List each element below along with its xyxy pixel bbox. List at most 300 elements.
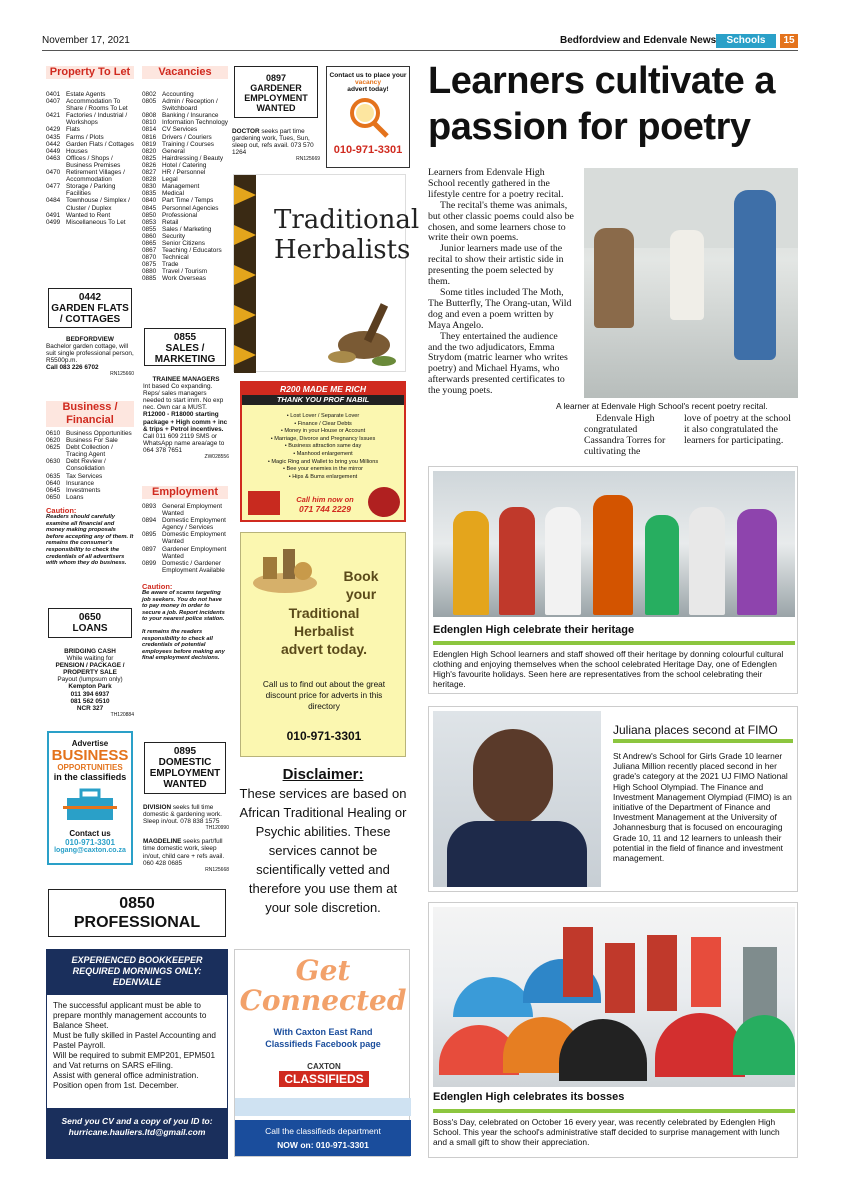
category-label: Garden Flats / Cottages: [66, 140, 134, 148]
poetry-paragraph: Learners from Edenvale High School recently gathered in the lifestyle centre for a poetry recital.: [428, 167, 564, 200]
category-code: 0816: [142, 133, 157, 141]
category-label: Storage / Parking Facilities: [66, 183, 116, 198]
category-list-item: [142, 240, 228, 247]
bookkeeper-line: Must be fully skilled in Pastel Accounting and Pastel Payroll.: [53, 1031, 216, 1050]
category-code: 0819: [142, 140, 157, 148]
category-code: 0805: [142, 98, 157, 106]
get-connected-ad: [234, 949, 410, 1157]
category-code: 0401: [46, 91, 61, 98]
gardener-ad-head: DOCTOR: [232, 128, 260, 135]
category-label: Debt Review / Consolidation: [66, 458, 106, 473]
employment-title: Employment: [142, 486, 228, 499]
employment-caution-1: Be aware of scams targeting job seekers. You do not have to pay money in order to secure a job. Report incidents to your nearest police station.: [142, 590, 225, 623]
garden-ad-head: BEDFORDVIEW: [66, 336, 114, 343]
category-code: 0499: [46, 218, 61, 226]
bookkeeper-line: Will be required to submit EMP201, EPM501 and Vat returns on SARS eFiling.: [53, 1051, 216, 1070]
category-code: 0814: [142, 126, 157, 134]
red-umbrella-2: [655, 1013, 745, 1077]
category-label: Domestic / Gardener Employment Available: [162, 559, 225, 574]
property-title: Property To Let: [46, 66, 134, 79]
gardener-ad: [232, 128, 320, 163]
category-code: 0893: [142, 503, 157, 510]
category-list-item: [142, 531, 228, 545]
category-code: 0470: [46, 169, 61, 177]
property-list: [46, 91, 134, 226]
loans-ad-l1: While waiting for: [66, 655, 114, 663]
domestic-ad-1-ref: TH120990: [205, 825, 229, 832]
biz-ad-l4: in the classifieds: [53, 772, 127, 782]
contact-ad-l3: advert today!: [347, 86, 389, 93]
property-section: [46, 66, 134, 226]
category-label: Management: [162, 183, 200, 191]
loans-ad-l7: NCR 327: [76, 704, 104, 712]
learner-figure-4: [593, 495, 633, 615]
professional-category: 0850 PROFESSIONAL: [48, 889, 226, 937]
category-list-item: [142, 503, 228, 517]
bosses-photo: [433, 907, 795, 1087]
category-label: Flats: [66, 126, 80, 134]
fimo-article: [428, 706, 798, 892]
poetry-paragraph: The recital's theme was animals, but other classic poems could also be chosen, and some learners chose to write their own poems.: [428, 199, 574, 244]
category-label: Business Opportunities: [66, 430, 132, 437]
category-list-item: [46, 437, 134, 444]
employment-caution-2: It remains the readers responsibility to check all credentials of potential employees before making any final employment decisions.: [142, 629, 225, 662]
nabil-list-item: • Marriage, Divorce and Pregnancy Issues: [270, 435, 376, 442]
staff-figure-1: [563, 927, 593, 997]
category-code: 0828: [142, 176, 157, 184]
ring-image: [368, 487, 400, 517]
sales-marketing-category: 0855 SALES / MARKETING: [144, 328, 226, 366]
book-l1: Book: [343, 568, 379, 584]
poetry-paragraph: Some titles included The Moth, The Butterfly, The Orang-utan, Wild dog and even a poem written by Maya Angelo.: [428, 286, 572, 331]
category-label: Retirement Villages / Accommodation: [66, 169, 125, 184]
connected-l2: Connected: [239, 984, 407, 1017]
category-code: 0835: [142, 190, 157, 198]
category-list-item: [46, 148, 134, 155]
category-code: 0830: [142, 183, 157, 191]
category-code: 0421: [46, 112, 61, 120]
category-label: Work Overseas: [162, 275, 206, 283]
domestic-ad-2-ref: RN125668: [205, 866, 229, 873]
category-list-item: [46, 494, 134, 501]
nabil-list-item: • Lost Lover / Separate Lover: [286, 413, 360, 419]
category-code: 0855: [142, 225, 157, 233]
category-code: 0894: [142, 517, 157, 525]
category-list-item: [142, 268, 228, 275]
business-opportunities-ad: [47, 731, 133, 865]
category-list-item: [46, 112, 134, 126]
category-list-item: [46, 430, 134, 437]
nabil-list-item: • Business attraction same day: [284, 443, 362, 450]
category-list-item: [142, 134, 228, 141]
category-label: Factories / Industrial / Workshops: [66, 112, 128, 127]
category-label: Wanted to Rent: [66, 211, 111, 219]
bookkeeper-ad: [46, 949, 228, 1159]
bosses-title: Edenglen High celebrates its bosses: [433, 1091, 625, 1103]
gardener-ad-ref: RN125669: [296, 156, 320, 163]
book-l4: Herbalist: [294, 623, 354, 639]
book-l3-5: [245, 604, 403, 658]
category-code: 0610: [46, 430, 61, 437]
category-label: Information Technology: [162, 119, 228, 127]
herbalists-title: [274, 205, 420, 265]
category-list-item: [46, 197, 134, 211]
disclaimer: [238, 766, 408, 917]
herbalists-l2: Herbalists: [274, 235, 411, 265]
loans-ad-l6: 081 562 0510: [70, 697, 110, 705]
domestic-ads: [143, 804, 229, 874]
category-label: General Employment Wanted: [162, 503, 223, 518]
category-list-item: [142, 141, 228, 148]
category-label: CV Services: [162, 126, 198, 134]
contact-ad-l1: Contact us to place your: [329, 72, 407, 79]
book-l2: your: [345, 586, 377, 602]
learner-figure-7: [737, 509, 777, 615]
category-list-item: [142, 126, 228, 133]
loans-ad-head: BRIDGING CASH: [64, 648, 116, 655]
sales-ad-t3: Call 011 609 2119 SMS or WhatsApp name area/age to 064 378 7651: [143, 432, 225, 454]
nabil-call-label: Call him now on: [296, 495, 354, 504]
biz-ad-l3: OPPORTUNITIES: [57, 763, 123, 772]
category-label: Offices / Shops / Business Premises: [66, 154, 121, 169]
garden-ad-text: Bachelor garden cottage, will suit single professional person, R5500p.m.: [46, 343, 134, 365]
category-label: Medical: [162, 190, 185, 198]
nabil-phone: 071 744 2229: [299, 504, 351, 514]
blazer-figure: [447, 821, 587, 887]
connected-l3: With Caxton East Rand: [273, 1027, 373, 1037]
category-label: Houses: [66, 147, 88, 155]
category-code: 0635: [46, 472, 61, 480]
garden-flat-ad: [46, 336, 134, 379]
contact-ad-phone: 010-971-3301: [333, 144, 403, 156]
category-label: Admin / Reception / Switchboard: [162, 98, 218, 113]
category-label: Estate Agents: [66, 91, 106, 98]
book-phone: 010-971-3301: [286, 729, 362, 743]
magnifier-mascot-icon: [343, 93, 393, 139]
bosses-text: Boss's Day, celebrated on October 16 every year, was recently celebrated by Edenglen High School. This year the school's administrative staff decided to surprise management with lunch and a small gift to show their appreciation.: [433, 1117, 780, 1147]
category-list-item: [46, 458, 134, 472]
caxton-brand: CAXTON: [307, 1062, 341, 1071]
category-list-item: [142, 98, 228, 112]
garden-ad-call: Call 083 226 6702: [46, 364, 99, 372]
nabil-list-item: • Finance / Clear Debts: [294, 420, 352, 427]
category-list-item: [142, 233, 228, 240]
face-figure: [473, 729, 553, 825]
category-code: 0407: [46, 98, 61, 106]
connected-l1: Get: [295, 954, 351, 987]
category-code: 0620: [46, 437, 61, 445]
category-list-item: [142, 205, 228, 212]
category-list-item: [46, 134, 134, 141]
category-code: 0625: [46, 444, 61, 452]
vacancies-list: [142, 91, 228, 283]
category-list-item: [46, 91, 134, 98]
category-label: Personnel Agencies: [162, 204, 219, 212]
category-label: Debt Collection / Tracing Agent: [66, 444, 113, 459]
category-code: 0435: [46, 133, 61, 141]
category-label: Legal: [162, 176, 178, 184]
category-list-item: [142, 546, 228, 560]
category-list-item: [142, 219, 228, 226]
category-label: Part Time / Temps: [162, 197, 214, 205]
nabil-list-item: • Manhood enlargement: [293, 450, 353, 457]
book-l5: advert today.: [280, 641, 368, 657]
connected-l4: Classifieds Facebook page: [265, 1039, 381, 1049]
loans-category: 0650 LOANS: [48, 608, 132, 638]
category-label: Townhouse / Simplex / Cluster / Duplex: [66, 197, 130, 212]
category-label: Technical: [162, 254, 189, 262]
category-label: General: [162, 147, 185, 155]
category-list-item: [142, 197, 228, 204]
category-code: 0477: [46, 183, 61, 191]
nabil-list-item: • Magic Ring and Wallet to bring you Millions: [267, 458, 379, 465]
disclaimer-text: These services are based on African Traditional Healing or Psychic abilities. These services cannot be scientifically vetted and therefore you use them at your sole discretion.: [239, 786, 407, 915]
nabil-list: [242, 413, 404, 481]
category-code: 0645: [46, 486, 61, 494]
poetry-article-col1: [428, 168, 574, 397]
garden-flats-category: 0442 GARDEN FLATS / COTTAGES: [48, 288, 132, 328]
biz-ad-phone: 010-971-3301: [65, 838, 115, 847]
contact-vacancy-ad: [326, 66, 410, 168]
category-code: 0853: [142, 218, 157, 226]
category-list-item: [46, 473, 134, 480]
page-number: 15: [780, 34, 798, 48]
category-label: Miscellaneous To Let: [66, 218, 126, 226]
category-label: Trade: [162, 261, 179, 269]
category-code: 0860: [142, 232, 157, 240]
bosses-title-bar: [433, 1109, 795, 1113]
category-label: Investments: [66, 486, 101, 494]
loans-ad: [46, 648, 134, 719]
loans-ad-l5: 011 394 6937: [70, 690, 110, 698]
standing-learner-figure: [734, 190, 776, 360]
bookkeeper-body: [47, 995, 227, 1097]
category-list-item: [46, 169, 134, 183]
category-code: 0442: [46, 140, 61, 148]
category-list-item: [46, 212, 134, 219]
book-l1-2: [321, 567, 401, 603]
category-code: 0808: [142, 112, 157, 120]
category-code: 0650: [46, 493, 61, 501]
category-label: HR / Personnel: [162, 169, 206, 177]
fimo-title-bar: [613, 739, 793, 743]
category-code: 0463: [46, 154, 61, 162]
category-list-item: [142, 560, 228, 574]
category-label: Drivers / Couriers: [162, 133, 212, 141]
money-image: [248, 491, 280, 515]
category-label: Domestic Employment Wanted: [162, 531, 226, 546]
domestic-ad-1-text: seeks full time domestic & gardening work. Sleep in/out. 078 838 1575: [143, 804, 222, 826]
disclaimer-title: Disclaimer:: [282, 766, 364, 783]
vacancies-section: [142, 66, 228, 283]
category-list-item: [46, 126, 134, 133]
category-list-item: [142, 148, 228, 155]
bookkeeper-email: hurricane.hauliers.ltd@gmail.com: [68, 1127, 206, 1137]
employment-list: [142, 503, 228, 574]
category-label: Insurance: [66, 479, 95, 487]
category-list-item: [142, 169, 228, 176]
vacancies-title: Vacancies: [142, 66, 228, 79]
category-code: 0865: [142, 239, 157, 247]
prof-nabil-ad: [240, 381, 406, 522]
loans-ad-l2: PENSION / PACKAGE / PROPERTY SALE: [55, 662, 125, 677]
poetry-headline: Learners cultivate a passion for poetry: [428, 60, 775, 148]
issue-date: November 17, 2021: [42, 35, 130, 46]
category-list-item: [142, 226, 228, 233]
category-code: 0895: [142, 531, 157, 539]
category-code: 0899: [142, 559, 157, 567]
nabil-list-item: • Bee your enemies in the mirror: [283, 466, 363, 473]
poetry-article-col2: Edenvale High congratulated Cassandra Torres for cultivating the: [584, 413, 666, 457]
employment-caution-title: Caution:: [142, 581, 173, 591]
category-label: Tax Services: [66, 472, 103, 480]
category-code: 0875: [142, 261, 157, 269]
category-code: 0826: [142, 161, 157, 169]
section-badge: Schools: [716, 34, 776, 48]
nabil-call: [282, 495, 368, 514]
category-code: 0845: [142, 204, 157, 212]
header-rule: [42, 50, 798, 51]
contact-ad-l2: vacancy: [354, 79, 382, 86]
biz-ad-email: logang@caxton.co.za: [54, 847, 126, 854]
nabil-sub: THANK YOU PROF NABIL: [242, 395, 404, 405]
traditional-herbalists-ad: [233, 174, 420, 372]
connected-headline: [235, 956, 411, 1016]
category-list-item: [46, 219, 134, 226]
category-list-item: [46, 155, 134, 169]
category-list-item: [142, 247, 228, 254]
staff-figure-2: [605, 943, 635, 1013]
category-label: Gardener Employment Wanted: [162, 545, 227, 560]
caxton-logo: [279, 1062, 369, 1087]
business-caution-title: Caution:: [46, 505, 77, 515]
mortar-pestle-icon: [324, 295, 404, 370]
sales-ad-t2: R12000 - R18000 starting package + High comm + inc & trips + Petrol incentives.: [143, 411, 228, 433]
category-list-item: [46, 98, 134, 112]
category-list-item: [142, 254, 228, 261]
herbs-jars-icon: [249, 543, 321, 595]
tribal-border-left-icon: [234, 175, 256, 373]
book-herbalist-ad: [240, 532, 406, 757]
category-code: 0802: [142, 91, 157, 98]
category-code: 0484: [46, 197, 61, 205]
nabil-list-item: • Money in your House or Account: [280, 428, 366, 435]
poetry-article-col3: love of poetry at the school it also congratulated the learners for participating.: [684, 413, 791, 446]
category-code: 0840: [142, 197, 157, 205]
employment-section: [142, 486, 228, 662]
business-section: [46, 401, 134, 567]
loans-ad-l3: Payout (lumpsum only): [57, 676, 123, 684]
book-text: Call us to find out about the great discount price for adverts in this directory: [262, 679, 386, 711]
sales-ad: [143, 376, 229, 461]
category-label: Business For Sale: [66, 437, 118, 445]
category-list-item: [142, 190, 228, 197]
category-label: Senior Citizens: [162, 239, 205, 247]
category-list-item: [142, 183, 228, 190]
category-label: Retail: [162, 218, 179, 226]
business-caution: Readers should carefully examine all financial and money making proposals before accepting any of them. It remains the consumer's responsibility to check the credentials of all advertisers with whom they do business.: [46, 514, 134, 567]
category-code: 0449: [46, 147, 61, 155]
category-code: 0867: [142, 247, 157, 255]
category-code: 0885: [142, 275, 157, 283]
category-code: 0825: [142, 154, 157, 162]
category-code: 0870: [142, 254, 157, 262]
toolbox-icon: [55, 784, 125, 824]
category-label: Travel / Tourism: [162, 268, 208, 276]
poetry-recital-photo: [584, 168, 798, 398]
domestic-ad-2-head: MAGDELINE: [143, 838, 182, 846]
heritage-title-bar: [433, 641, 795, 645]
domestic-ad-2: [143, 838, 229, 866]
business-list: [46, 430, 134, 501]
heritage-article: [428, 466, 798, 694]
category-code: 0630: [46, 458, 61, 466]
blue-umbrella-1: [453, 977, 533, 1017]
category-label: Training / Courses: [162, 140, 214, 148]
category-list-item: [142, 517, 228, 531]
category-code: 0820: [142, 147, 157, 155]
business-title: Business / Financial: [46, 401, 134, 427]
sales-ad-t1: Int based Co expanding. Reps/ sales managers needed to start imm. No exp nec. Own car a MUST.: [143, 383, 224, 412]
classifieds-brand: CLASSIFIEDS: [279, 1071, 369, 1087]
poetry-caption: A learner at Edenvale High School's recent poetry recital.: [556, 401, 768, 411]
category-list-item: [46, 444, 134, 458]
category-list-item: [142, 176, 228, 183]
bookkeeper-title: EXPERIENCED BOOKKEEPER REQUIRED MORNINGS ONLY: EDENVALE: [47, 950, 227, 995]
category-list-item: [142, 155, 228, 162]
category-list-item: [46, 480, 134, 487]
learner-figure-5: [645, 515, 679, 615]
loans-ad-l4: Kempton Park: [68, 683, 112, 691]
connected-hands-strip: [235, 1098, 411, 1116]
category-list-item: [46, 183, 134, 197]
category-list-item: [142, 162, 228, 169]
category-list-item: [46, 487, 134, 494]
biz-ad-l1: Advertise: [71, 739, 109, 748]
connected-phone: on: 010-971-3301: [297, 1140, 369, 1150]
category-label: Farms / Plots: [66, 133, 104, 141]
category-label: Accounting: [162, 91, 194, 98]
domestic-category: 0895 DOMESTIC EMPLOYMENT WANTED: [144, 742, 226, 794]
category-code: 0491: [46, 211, 61, 219]
bookkeeper-footer: [47, 1108, 227, 1158]
learner-figure-2: [499, 507, 535, 615]
book-l3: Traditional: [288, 605, 360, 621]
black-umbrella: [559, 1019, 647, 1081]
category-label: Loans: [66, 493, 84, 501]
paper-name: Bedfordview and Edenvale News: [560, 35, 717, 46]
category-code: 0897: [142, 545, 157, 553]
category-label: Security: [162, 232, 186, 240]
category-list-item: [142, 112, 228, 119]
category-label: Hairdressing / Beauty: [162, 154, 224, 162]
bookkeeper-line: Assist with general office administration.: [53, 1071, 199, 1080]
category-code: 0827: [142, 169, 157, 177]
herbalists-l1: Traditional: [274, 205, 420, 235]
domestic-ad-2-text: seeks part/full time domestic work, sleep in/out, child care + refs avail. 060 428 0685: [143, 838, 225, 867]
heritage-text: Edenglen High School learners and staff showed off their heritage by donning colourful cultural clothing and enjoying themselves when the school celebrated Heritage Day, one of Edenglen High's favourite holidays. Seen here are representatives from the school celebrating their heritage.: [433, 649, 784, 689]
category-code: 0429: [46, 126, 61, 134]
category-label: Professional: [162, 211, 198, 219]
category-list-item: [142, 275, 228, 282]
connected-now: NOW: [277, 1140, 298, 1150]
nabil-list-item: • Hips & Bums enlargement: [288, 473, 358, 480]
seated-woman-figure: [594, 228, 634, 328]
juliana-photo: [433, 711, 601, 887]
category-code: 0810: [142, 119, 157, 127]
green-umbrella: [733, 1015, 795, 1075]
domestic-ad-1-head: DIVISION: [143, 804, 172, 811]
